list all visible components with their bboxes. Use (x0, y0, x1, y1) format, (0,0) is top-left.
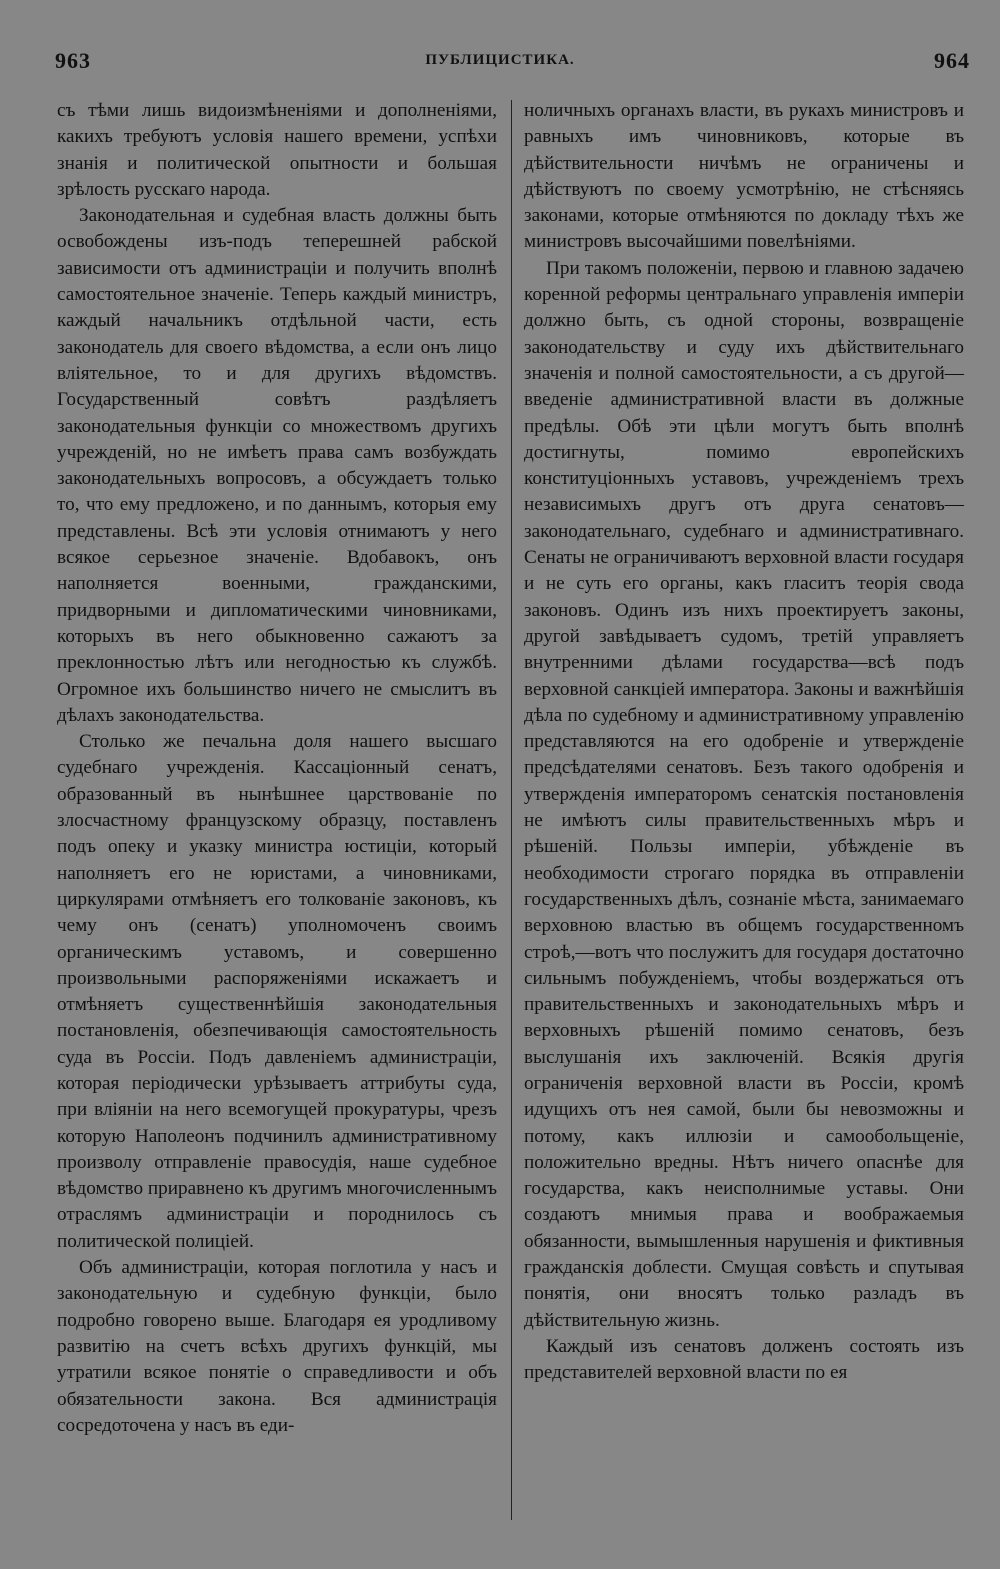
paragraph: съ тѣми лишь видоизмѣненіями и дополненіями, какихъ требуютъ условія нашего времени, успѣхи знанія и политической опытности и большая зрѣлость русскаго народа. (57, 100, 497, 200)
page-header (0, 48, 1000, 88)
running-title: ПУБЛИЦИСТИКА. (425, 52, 575, 68)
right-column (524, 98, 964, 1387)
paragraph: При такомъ положеніи, первою и главною задачею коренной реформы центральнаго управленія имперіи должно быть, съ одной стороны, возвращеніе законодательству и суду ихъ дѣйствительнаго значенія и полной самостоятельности, а съ другой—введеніе административной власти въ должные предѣлы. Обѣ эти цѣли могутъ быть вполнѣ достигнуты, помимо европейскихъ конституціонныхъ уставовъ, учрежденіемъ трехъ независимыхъ другъ отъ друга сенатовъ—законодательнаго, судебнаго и административнаго. Сенаты не ограничиваютъ верховной власти государя и не суть его органы, какъ гласитъ теорія свода законовъ. Одинъ изъ нихъ проектируетъ законы, другой завѣдываетъ судомъ, третій управляетъ внутренними дѣлами государства—всѣ подъ верховной санкціей императора. Законы и важнѣйшія дѣла по судебному и административному управленію представляются на его одобреніе и утвержденіе предсѣдателями сенатовъ. Безъ такого одобренія и утвержденія императоромъ сенатскія постановленія не имѣютъ силы правительственныхъ мѣръ и рѣшеній. Пользы имперіи, убѣжденіе въ необходимости строгаго порядка въ отправленіи государственныхъ дѣлъ, сознаніе мѣста, занимаемаго верховною властью въ общемъ государственномъ строѣ,—вотъ что послужитъ для государя достаточно сильнымъ побужденіемъ, чтобы воздержаться отъ правительственныхъ и законодательныхъ мѣръ и верховныхъ рѣшеній помимо сенатовъ, безъ выслушанія ихъ заключеній. Всякія другія ограниченія верховной власти въ Россіи, кромѣ идущихъ отъ нея самой, были бы невозможны и потому, какъ иллюзіи и самообольщеніе, положительно вредны. Нѣтъ ничего опаснѣе для государства, какъ неисполнимые уставы. Они создаютъ мнимыя права и воображаемыя обязанности, вымышленныя нарушенія и фиктивныя гражданскія доблести. Смущая совѣсть и спутывая понятія, они вносятъ только разладъ въ дѣйствительную жизнь. (524, 257, 964, 1331)
paragraph: Столько же печальна доля нашего высшаго судебнаго учрежденія. Кассаціонный сенатъ, образованный въ нынѣшнее царствованіе по злосчастному французскому образцу, поставленъ подъ опеку и указку министра юстиціи, который наполняетъ его не юристами, а чиновниками, циркулярами отмѣняетъ его толкованіе законовъ, къ чему онъ (сенатъ) уполномоченъ своимъ органическимъ уставомъ, и совершенно произвольными распоряженіями искажаетъ и отмѣняетъ существеннѣйшія законодательныя постановленія, обезпечивающія самостоятельность суда въ Россіи. Подъ давленіемъ администраціи, которая періодически урѣзываетъ аттрибуты суда, при вліяніи на него всемогущей прокуратуры, чрезъ которую Наполеонъ подчинилъ административному произволу отправленіе правосудія, наше судебное вѣдомство приравнено къ другимъ многочисленнымъ отраслямъ администраціи и породнилось съ политической полиціей. (57, 731, 497, 1252)
paragraph: Каждый изъ сенатовъ долженъ состоять изъ представителей верховной власти по ея (524, 1335, 964, 1384)
paragraph: ноличныхъ органахъ власти, въ рукахъ министровъ и равныхъ имъ чиновниковъ, которые въ дѣйствительности ничѣмъ не ограничены и дѣйствуютъ по своему усмотрѣнію, не стѣсняясь законами, которые отмѣняются по докладу тѣхъ же министровъ высочайшими повелѣніями. (524, 100, 964, 253)
paragraph: Объ администраціи, которая поглотила у насъ и законодательную и судебную функціи, было подробно говорено выше. Благодаря ея уродливому развитію на счетъ всѣхъ другихъ функцій, мы утратили всякое понятіе о справедливости и объ обязательности закона. Вся администрація сосредоточена у насъ въ еди- (57, 1257, 497, 1436)
column-divider (511, 100, 512, 1520)
page-number-left: 963 (55, 48, 91, 73)
page-number-right: 964 (934, 48, 970, 73)
left-column (57, 98, 497, 1439)
paragraph: Законодательная и судебная власть должны быть освобождены изъ-подъ теперешней рабской зависимости отъ администраціи и получить вполнѣ самостоятельное значеніе. Теперь каждый министръ, каждый начальникъ отдѣльной части, есть законодатель для своего вѣдомства, а если онъ лицо вліятельное, то и для другихъ вѣдомствъ. Государственный совѣтъ раздѣляетъ законодательныя функціи со множествомъ другихъ учрежденій, но не имѣетъ права самъ возбуждать законодательныхъ вопросовъ, а обсуждаетъ только то, что ему предложено, и по даннымъ, которыя ему представлены. Всѣ эти условія отнимаютъ у него всякое серьезное значеніе. Вдобавокъ, онъ наполняется военными, гражданскими, придворными и дипломатическими чиновниками, которыхъ въ него обыкновенно сажаютъ за преклонностью лѣтъ или негодностью къ службѣ. Огромное ихъ большинство ничего не смыслитъ въ дѣлахъ законодательства. (57, 205, 497, 726)
